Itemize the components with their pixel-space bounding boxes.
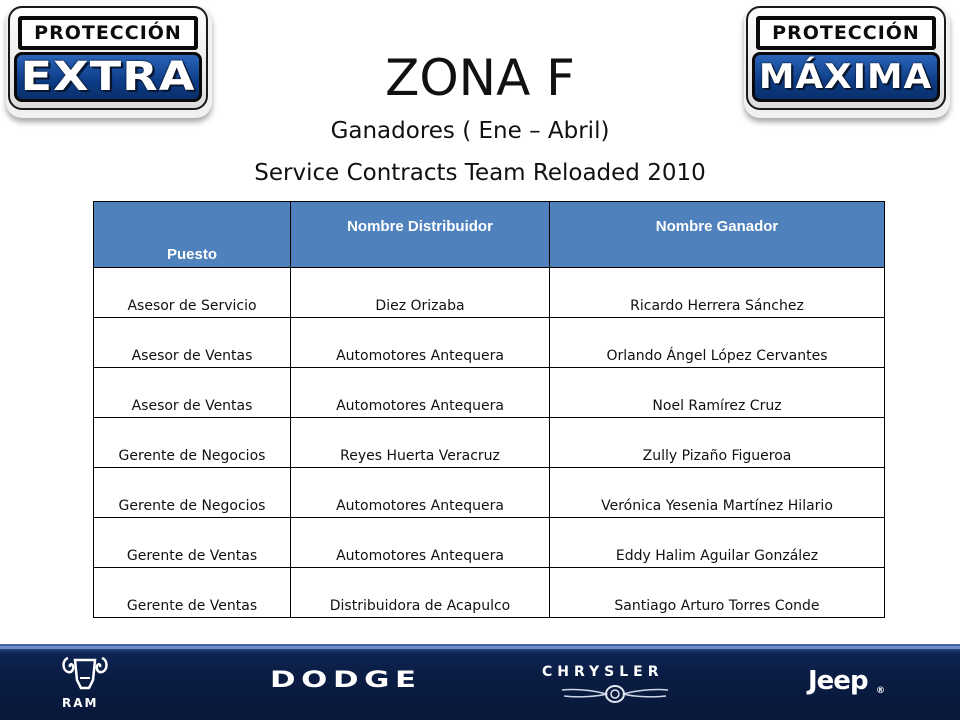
header-puesto: Puesto — [94, 202, 291, 268]
cell-distribuidor: Automotores Antequera — [291, 318, 550, 368]
winners-table — [93, 201, 885, 618]
logo-top-text: PROTECCIÓN — [772, 22, 920, 44]
cell-puesto: Gerente de Negocios — [94, 468, 291, 518]
header-distribuidor: Nombre Distribuidor — [291, 202, 550, 268]
cell-distribuidor: Automotores Antequera — [291, 468, 550, 518]
cell-ganador: Verónica Yesenia Martínez Hilario — [550, 468, 885, 518]
subtitle-period: Ganadores ( Ene – Abril) — [330, 118, 610, 144]
logo-top-text: PROTECCIÓN — [34, 22, 182, 44]
table-row — [94, 318, 885, 368]
table-row — [94, 418, 885, 468]
logo-top-band — [756, 16, 936, 50]
cell-puesto: Asesor de Servicio — [94, 268, 291, 318]
cell-distribuidor: Automotores Antequera — [291, 368, 550, 418]
cell-distribuidor: Diez Orizaba — [291, 268, 550, 318]
dodge-logo-text: DODGE — [270, 668, 422, 693]
chrysler-logo-text: CHRYSLER — [542, 664, 664, 680]
cell-distribuidor: Reyes Huerta Veracruz — [291, 418, 550, 468]
header-ganador: Nombre Ganador — [550, 202, 885, 268]
registered-mark: ® — [876, 686, 885, 696]
ram-logo-text: RAM — [62, 696, 99, 710]
page-title: ZONA F — [385, 49, 575, 107]
brand-footer — [0, 644, 960, 720]
footer-stripe — [0, 646, 960, 649]
logo-main-text: EXTRA — [20, 54, 196, 100]
table-header-row — [94, 202, 885, 268]
cell-puesto: Gerente de Ventas — [94, 568, 291, 618]
subtitle-program: Service Contracts Team Reloaded 2010 — [254, 160, 706, 186]
logo-top-band — [18, 16, 198, 50]
cell-distribuidor: Automotores Antequera — [291, 518, 550, 568]
cell-ganador: Eddy Halim Aguilar González — [550, 518, 885, 568]
cell-ganador: Zully Pizaño Figueroa — [550, 418, 885, 468]
cell-ganador: Orlando Ángel López Cervantes — [550, 318, 885, 368]
table-row — [94, 518, 885, 568]
cell-ganador: Santiago Arturo Torres Conde — [550, 568, 885, 618]
table-row — [94, 468, 885, 518]
cell-puesto: Gerente de Negocios — [94, 418, 291, 468]
logo-main-text: MÁXIMA — [759, 57, 933, 97]
chrysler-wings-icon — [560, 682, 670, 706]
table-row — [94, 368, 885, 418]
cell-ganador: Ricardo Herrera Sánchez — [550, 268, 885, 318]
cell-distribuidor: Distribuidora de Acapulco — [291, 568, 550, 618]
table-row — [94, 268, 885, 318]
table-row — [94, 568, 885, 618]
cell-puesto: Asesor de Ventas — [94, 368, 291, 418]
ram-head-icon — [60, 654, 110, 692]
cell-ganador: Noel Ramírez Cruz — [550, 368, 885, 418]
cell-puesto: Asesor de Ventas — [94, 318, 291, 368]
cell-puesto: Gerente de Ventas — [94, 518, 291, 568]
jeep-logo-text: Jeep — [808, 666, 868, 696]
